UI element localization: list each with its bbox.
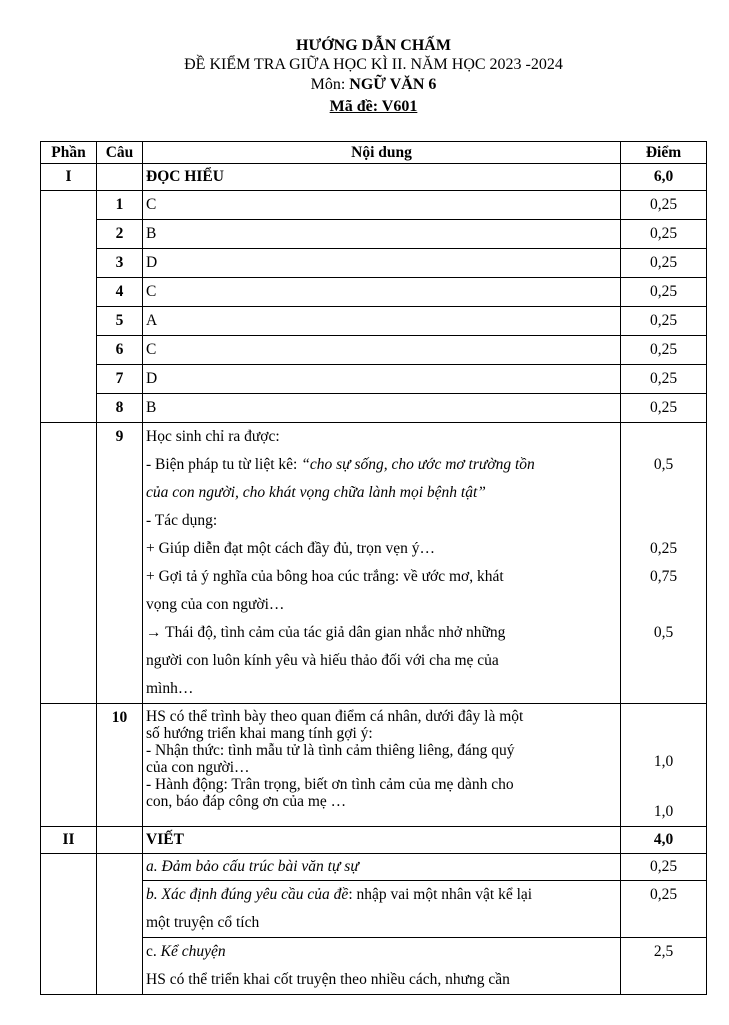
q9-line-2b: “cho sự sống, cho ước mơ trường tồn <box>301 456 535 473</box>
q9-line-5: + Giúp diễn đạt một cách đầy đủ, trọn vẹn ý… <box>146 540 435 557</box>
header-question: Câu <box>97 142 143 164</box>
question-9-row <box>41 423 707 704</box>
q9-line-10: mình… <box>146 680 194 697</box>
writing-c-prefix: c. <box>146 943 161 960</box>
empty-cell <box>41 423 97 704</box>
table-row <box>41 249 707 278</box>
q10-line-2: số hướng triển khai mang tính gợi ý: <box>146 725 373 742</box>
score: 0,25 <box>621 336 707 365</box>
question-number: 6 <box>97 336 143 365</box>
question-number: 3 <box>97 249 143 278</box>
question-number: 9 <box>97 423 143 704</box>
part-2-score: 4,0 <box>621 827 707 854</box>
part-1-score: 6,0 <box>621 164 707 191</box>
question-10-content <box>143 704 621 827</box>
table-row <box>41 336 707 365</box>
score: 0,5 <box>653 624 674 641</box>
part-2-label: II <box>41 827 97 854</box>
score: 0,25 <box>621 191 707 220</box>
table-row <box>41 365 707 394</box>
writing-b-rest: : nhập vai một nhân vật kể lại <box>348 886 533 903</box>
empty-cell <box>41 854 97 995</box>
question-number: 4 <box>97 278 143 307</box>
score: 0,25 <box>621 249 707 278</box>
score: 0,25 <box>621 881 707 938</box>
exam-code: Mã đề: V601 <box>329 98 418 115</box>
part-2-title: VIẾT <box>143 827 621 854</box>
q10-line-6: con, báo đáp công ơn của mẹ … <box>146 793 347 810</box>
q9-line-3: của con người, cho khát vọng chữa lành mọi bệnh tật” <box>146 484 486 501</box>
answer: B <box>143 220 621 249</box>
score: 0,25 <box>621 394 707 423</box>
question-number: 8 <box>97 394 143 423</box>
question-number: 2 <box>97 220 143 249</box>
answer: B <box>143 394 621 423</box>
header-content: Nội dung <box>143 142 621 164</box>
writing-b-text <box>143 881 621 938</box>
part-2-row <box>41 827 707 854</box>
q9-line-2 <box>146 451 617 479</box>
question-9-scores <box>621 423 707 704</box>
part-1-label: I <box>41 164 97 191</box>
score: 1,0 <box>653 753 674 770</box>
table-header-row <box>41 142 707 164</box>
q9-line-2a: - Biện pháp tu từ liệt kê: <box>146 456 302 473</box>
q9-line-9: người con luôn kính yêu và hiếu thảo đối với cha mẹ của <box>146 652 499 669</box>
score: 0,25 <box>649 540 678 557</box>
writing-c-line-2: HS có thể triển khai cốt truyện theo nhiều cách, nhưng cần <box>146 971 510 988</box>
writing-b-line-2: một truyện cổ tích <box>146 914 260 931</box>
header-score: Điểm <box>621 142 707 164</box>
score: 0,75 <box>649 568 678 585</box>
score: 1,0 <box>653 803 674 820</box>
score: 0,25 <box>621 278 707 307</box>
writing-a-row <box>41 854 707 881</box>
question-9-content <box>143 423 621 704</box>
score: 2,5 <box>621 938 707 995</box>
question-10-row <box>41 704 707 827</box>
writing-c-text <box>143 938 621 995</box>
empty-cell <box>41 704 97 827</box>
q10-line-5: - Hành động: Trân trọng, biết ơn tình cảm của mẹ dành cho <box>146 776 514 793</box>
answer: D <box>143 365 621 394</box>
score: 0,25 <box>621 854 707 881</box>
doc-title: HƯỚNG DẪN CHẤM <box>296 37 451 54</box>
subject-name: NGỮ VĂN 6 <box>349 76 437 93</box>
header-part: Phần <box>41 142 97 164</box>
grading-table <box>40 141 707 995</box>
question-10-scores <box>621 704 707 827</box>
question-number: 10 <box>97 704 143 827</box>
doc-subject <box>0 75 729 94</box>
table-row <box>41 278 707 307</box>
answer: D <box>143 249 621 278</box>
score: 0,25 <box>621 220 707 249</box>
part-1-row <box>41 164 707 191</box>
empty-cell <box>97 164 143 191</box>
doc-subtitle: ĐỀ KIỂM TRA GIỮA HỌC KÌ II. NĂM HỌC 2023 -2024 <box>184 56 563 73</box>
q9-line-7: vọng của con người… <box>146 596 285 613</box>
writing-a-text: a. Đảm bảo cấu trúc bài văn tự sự <box>143 854 621 881</box>
table-row <box>41 307 707 336</box>
q10-line-1: HS có thể trình bày theo quan điểm cá nhân, dưới đây là một <box>146 708 524 725</box>
empty-cell <box>41 191 97 423</box>
empty-cell <box>97 854 143 995</box>
writing-b-italic: b. Xác định đúng yêu cầu của đề <box>146 886 349 903</box>
score: 0,25 <box>621 307 707 336</box>
writing-c-italic: Kể chuyện <box>160 943 226 960</box>
q9-line-4: - Tác dụng: <box>146 512 218 529</box>
table-row <box>41 220 707 249</box>
answer: C <box>143 278 621 307</box>
table-row <box>41 394 707 423</box>
question-number: 7 <box>97 365 143 394</box>
subject-prefix: Môn: <box>310 76 350 93</box>
answer: A <box>143 307 621 336</box>
q10-line-3: - Nhận thức: tình mẫu tử là tình cảm thiêng liêng, đáng quý <box>146 742 515 759</box>
q9-line-8: → Thái độ, tình cảm của tác giả dân gian nhắc nhở những <box>146 624 506 641</box>
table-row <box>41 191 707 220</box>
q9-line-1: Học sinh chỉ ra được: <box>146 428 280 445</box>
question-number: 5 <box>97 307 143 336</box>
answer: C <box>143 191 621 220</box>
empty-cell <box>97 827 143 854</box>
score: 0,25 <box>621 365 707 394</box>
question-number: 1 <box>97 191 143 220</box>
q10-line-4: của con người… <box>146 759 250 776</box>
score: 0,5 <box>653 456 674 473</box>
q9-line-6: + Gợi tả ý nghĩa của bông hoa cúc trắng: về ước mơ, khát <box>146 568 504 585</box>
part-1-title: ĐỌC HIỂU <box>143 164 621 191</box>
answer: C <box>143 336 621 365</box>
